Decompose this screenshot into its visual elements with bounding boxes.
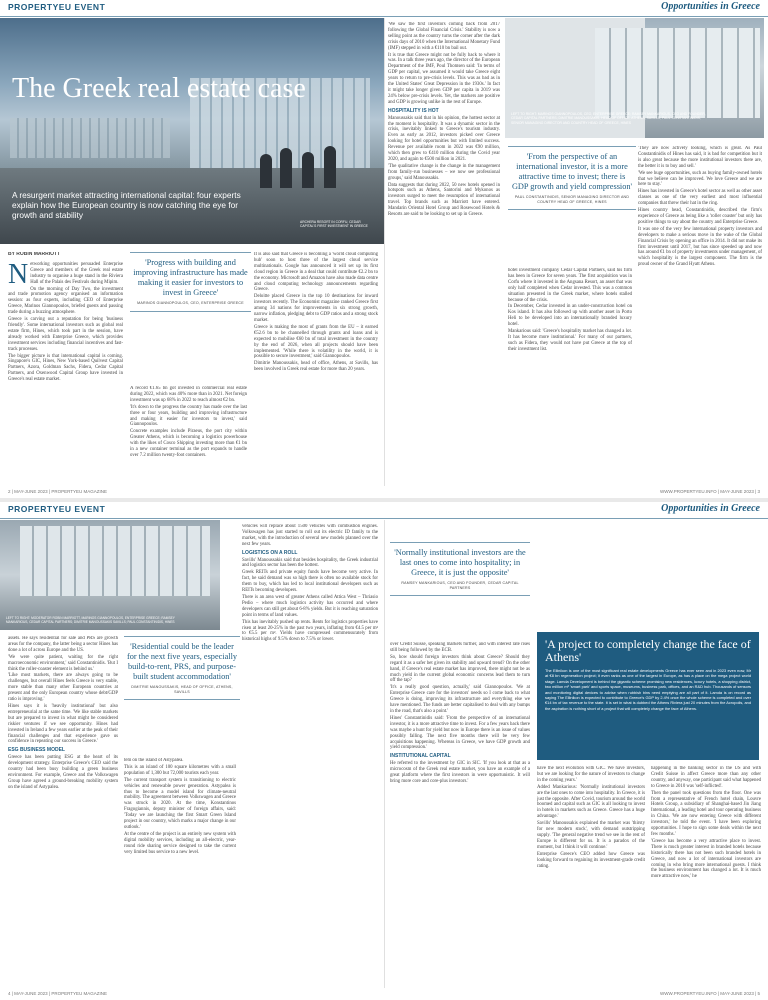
byline: BY ROBIN MARRIOTT bbox=[8, 252, 61, 257]
feature-box-title: 'A project to completely change the face of Athens' bbox=[545, 637, 751, 664]
section-label-2: PROPERTYEU EVENT bbox=[8, 504, 106, 514]
page-gutter bbox=[384, 18, 385, 486]
footer-left-2: 4 | MAY-JUNE 2023 | PROPERTYEU MAGAZINE bbox=[8, 991, 108, 996]
subheading-logistics: LOGISTICS ON A ROLL bbox=[242, 549, 298, 556]
pull-quote-1: 'Progress with building and improving infrastructure has made making it easier for investors to invest in Greece' MARINOS GIANNOPOULOS, CEO, ENTERPRISE GREECE bbox=[130, 252, 251, 312]
page-gutter-2 bbox=[384, 520, 385, 988]
pull-quote-4: 'Normally institutional investors are the last ones to come into hospitality; in Greece, it is just the opposite' RAMSEY MANKARIOUS, CEO AND FOUNDER, CEDAR CAPITAL PARTNERS bbox=[390, 542, 530, 596]
article2-column-1: assets. He says residential for sale and PRS are growth areas for the company, the latter being a sector Hines has done a lot of across Europe and the US. 'We were quite patient, waiting for the right macroeconomic environment,' said Constantinidis. 'But I think the roller-coaster element is behind us.' 'Like most markets, there are always going to be challenges, but overall Hines feels Greece is very stable, more stable than many other European countries at present and the only European country whose debt/GDP ratio is improving.' Hines says it is 'heavily institutional' but also entrepreneurial at the same time. 'We like stable markets but are prepared to invest in what might be considered riskier ventures if we see opportunity. Hines had invested in Ireland a few years earlier at the peak of their financial challenges and that experience gave us confidence in repeating our success in Greece.' ESG BUSINESS MODEL Greece has been putting ESG at the heart of its development strategy. Enterprise Greece's CEO said the country had been busy building a green business environment. For example, Greece and the Volkswagen Group have agreed a ground-breaking mobility system on the island of Astypalea. bbox=[8, 636, 118, 790]
panel-photo-2-caption: LEFT TO RIGHT: MODERATOR ROBIN MARRIOTT, MARINOS GIANNOPOULOS, ENTERPRISE GREECE; RAMSEY MANKARIOUS, CEDAR CAPITAL PARTNERS; DIMITRIE MANOUSSAKIS SAVILLS; PAUL CONSTANTINIDIS, HINES bbox=[6, 616, 175, 624]
header-title-2: Opportunities in Greece bbox=[661, 503, 760, 514]
panel-photo-caption: LEFT TO RIGHT: MARINOS GIANNOPOULOS, CEO, ENTERPRISE GREECE; RAMSEY MANKARIOUS, CEO AND FOUNDER, CEDAR CAPITAL PARTNERS; DIMITRIE MANOUSSAKIS, HEAD OF OFFICE, ATHENS, SAVILLS; PAUL CONSTANTINIDIS, SENIOR MANAGING DIRECTOR AND COUNTRY HEAD OF GREECE, HINES bbox=[511, 112, 706, 125]
panel-photo-2 bbox=[0, 520, 220, 630]
article2-column-6: happening in the banking sector in the US and with Credit Suisse in affect Greece more than any other country, and anyway, one participant said what happened to Greece in 2010 was 'self-inflicted'. Then the panel took questions from the floor. One was from a representative of French hotel chain, Louvre Hotels Group, a subsidiary of Shanghai-based Jin Jiang International, a leading hotel and tour operating business in China. 'We are now entering Greece with different investors,' he told the event. 'I have been exploring opportunities. I hope to sign some deals within the next few months.' 'Greece has become a very attractive place to invest. There is much greater interest in branded hotels because historically there has not been such branded hotels in Greece, and now a lot of international investors are coming in who bring more international guests. I think the business environment has changed a lot. It is much more attractive now,' he bbox=[651, 766, 761, 880]
article2-column-4: over Credit Suisse, speaking markets further, and with interest rate rises still being followed by the ECB. So, how should foreign investors think about Greece? Should they regard it as a safer bet given its stability and upward trend? On the other hand, if Greece's real estate market has improved, there might not be as much yield in the current global economic concerns lead them to turn off the tap? 'It's a really good question, actually,' said Giannopoulos. 'We at Enterprise Greece care for the investors' needs so I come back to what Greece is doing, improving its infrastructure and everything else we have mentioned. The funds are better capitalised to deal with any bumps in the road, that's also a point.' Hines' Constantinidis said: 'From the perspective of an international investor, it is a more attractive time to invest. For a few years back there was maybe a hunt for yield but now in Europe there is an issue of values possibly falling. The next five months there will be very few acquisitions happening. Whereas in Greece, we have GDP growth and yield compression.' INSTITUTIONAL CAPITAL He referred to the investment by GIC in SIC. 'If you look at that as a microcosm of the Greek real estate market, you have an example of a great platform where the first investors in were opportunistic. It will bring more core and core-plus investors.' bbox=[390, 642, 530, 784]
section-label: PROPERTYEU EVENT bbox=[8, 2, 106, 12]
subheading-institutional: INSTITUTIONAL CAPITAL bbox=[390, 753, 451, 760]
pull-quote-3: 'Residential could be the leader for the next five years, especially build-to-rent, PRS, and purpose-built student accommodation' DIMITRIE MANOUSSAKIS, HEAD OF OFFICE, ATHENS, SAVILLS bbox=[124, 636, 240, 700]
article-column-6: 'They are now actively looking, which is great. As Paul Constantinidis of Hines has said, it is bad for competition but it is also great because the more institutional investors there are, the better it is to buy and sell.' 'We see huge opportunities, such as buying family-owned hotels that we believe can be improved. We love Greece and we are here to stay.' Hines has invested in Greece's hotel sector as well as other asset classes as one of the very earliest and most influential companies that threw their hat in the ring. Hines country head, Constantinidis, described the firm's experience of Greece as being like a 'roller coaster' but only has positive things to say about the country and Enterprise Greece. It was one of the very few international property investors and developers to make a serious move in the wake of the Global Financial Crisis by opening an office in 2014. It did not make its first investment until 2017, but has since speeded up and now has around €1 bn of property investments under management, of which hospitality is the largest component. The firm is the proud owner of the Grand Hyatt Athens. bbox=[638, 146, 762, 268]
pull-quote-2: 'From the perspective of an international investor, it is a more attractive time to invest; there is GDP growth and yield compression' PAUL CONSTANTINIDIS, SENIOR MANAGING DIRECTOR AND COUNTRY HEAD OF GREECE, HINES bbox=[508, 146, 636, 210]
article2-column-5: have the next evolution with GIC. We have investors, but we are looking for the nature of investors to change in the coming years.' Added Mankarious: 'Normally institutional investors are the last ones to come into hospitality. In Greece, it is just the opposite. After Covid, tourism around the world boomed and capital such as GIC is all looking to invest in hotels in markets such as Greece. Greece has a huge advantage.' Savills' Manoussakis explained the market was 'thirsty for new modern stock', with demand outstripping supply. 'The general negative trend we see in the rest of Europe is different for us. It is a paradox of the moment, but I think it will continue.' Enterprise Greece's CEO added how Greece was looking forward to regaining its investment-grade credit rating. bbox=[537, 766, 645, 869]
footer-right-2: WWW.PROPERTYEU.INFO | MAY-JUNE 2023 | 5 bbox=[659, 991, 760, 996]
spread-2 bbox=[0, 502, 768, 1000]
footer-left: 2 | MAY-JUNE 2023 | PROPERTYEU MAGAZINE bbox=[8, 489, 108, 494]
hero-image bbox=[0, 18, 384, 244]
ellinikon-feature-box bbox=[537, 632, 759, 760]
subheading-hospitality: HOSPITALITY IS HOT bbox=[388, 107, 439, 114]
article-strapline: A resurgent market attracting international capital: four experts explain how the European country is now catching the eye for growth and stability bbox=[12, 190, 241, 220]
footer-right: WWW.PROPERTYEU.INFO | MAY-JUNE 2023 | 3 bbox=[659, 489, 760, 494]
article2-column-2: tem on the island of Astypalea. This is an island of 100 square kilometres with a small population of 1,300 but 72,000 tourists each year. The current transport system is transitioning to electric vehicles and renewable power generation. Astypalea is thus to become a model island for climate-neutral mobility. The agreement between Volkswagen and Greece was struck in 2020. At the time, Konstantinos Fragogiannis, deputy minister of foreign affairs, said: 'Today we are launching the first Smart Green Island project in our country, which marks a major change in our outlook.' At the centre of the project is an entirely new system with digital mobility services, including an all-electric, year-round ride sharing service designed to take the current very limited bus service to a new level. bbox=[124, 758, 236, 855]
article-column-2: A record €1.65 bn got invested in commercial real estate during 2022, which was 40% more than in 2021. Net foreign investment was up 68% in 2022 to reach almost €2 bn. 'It's down to the progress the country has made over the last three or four years, building and improving infrastructure and making it easier for investors to invest,' said Giannopoulos. Concrete examples include Piraeus, the port city within Greater Athens, which is becoming a logistics powerhouse with the likes of Cosco Shipping investing more than €1 bn in a new container terminal as the port expands to handle over 7.2 million twenty-foot containers. bbox=[130, 386, 247, 458]
spread-1 bbox=[0, 0, 768, 498]
article2-column-3: vehicles will replace about 1500 vehicles with combustion engines. Volkswagen has just started to roll out its electric ID family to the market, with the introduction of several new models planned over the next few years. LOGISTICS ON A ROLL Savills' Manoussakis said that besides hospitality, the Greek industrial and logistics sector has been the hottest. Greek REITs and private equity funds have become very active. In fact, he said demand was so high there is often no available stock for them to buy, which has led to local institutional developers such as REITs becoming developers. There is an area west of greater Athens called Attica West – Thriasio Pedio – where much logistics activity has occurred and where developers can still get about 6-8% yields. But it is reaching saturation point in terms of land values. This has inevitably pushed up rents. Rents for logistics properties have risen at least 20-25% in the past two years, inflating from €4.5 per m² to €5.5 per m². Yields have compressed commensurately from historical highs of 9.5% down to 7.5% or lower. bbox=[242, 524, 378, 643]
subheading-esg: ESG BUSINESS MODEL bbox=[8, 747, 65, 754]
hero-caption: ARCHERA RESORT IN CORFU, CEDAR CAPITAL'S FIRST INVESTMENT IN GREECE bbox=[300, 220, 368, 228]
panel-photo bbox=[505, 18, 764, 138]
article-column-5: hotel investment company Cedar Capital Partners, said his firm has been in Greece for seven years. The first acquisition was in Corfu where it invested in the Angsana Resort, an asset that was only half completed when Cedar invested. This was a common situation presented in the Greek market, where hotels stalled because of the crisis. In December, Cedar invested in an under-construction hotel on Kos island. It has also followed up with another asset in Porto Heli to be developed into an internationally branded luxury hotel. Mankarious said: 'Greece's hospitality market has changed a lot. It has become more institutional.' For many of our partners, such as Fidera, they would not have put Greece at the top of their investment list. bbox=[508, 268, 632, 352]
article-column-3: It is also said that Greece is becoming a 'world cloud computing hub' soon to host three of the largest cloud service multinationals. Google has announced it will set up its first cloud region in Greece in a deal that could contribute €2.2 bn to the economy. Microsoft and Amazon have also made data centre and cloud computing technology announcements regarding Greece. Deloitte placed Greece in the top 10 destinations for inward investors recently. The Economist magazine ranked Greece first among 34 nations for improvements in six strong growth, narrow inflation, pledging debt to GDP ratios and a strong stock market. Greece is making the most of grants from the EU – it earned €52.6 bn to be channelled through grants and loans and is expected to mobilise €60 bn of total investment in the country by the end of 2026, when all projects should have been implemented. 'While there is volatility in the world, it is possible to secure investment,' said Giannopoulos. Dimitrie Manoussakis, head of office, Athens, at Savills, has been involved in Greek real estate for more than 20 years. bbox=[254, 252, 378, 373]
page-header-2 bbox=[0, 502, 768, 519]
page-header bbox=[0, 0, 768, 17]
header-title: Opportunities in Greece bbox=[661, 1, 760, 12]
feature-box-body: The Ellinikon is one of the most significant real estate developments Greece has ever seen and in 2023 even now, Mr at €8 bn regeneration project; it even ranks as one of the largest in Europe, as has a place on the mega project world stage. Lamda Development is behind the gigantic scheme promising new residences, luxury hotels, a shopping district, two million m² 'smart park' and sports space, museums, business park, offices, and an R&D hub. Thousands of sensors and monitoring digital devices to advise when rubbish bins need emptying are all part of it. Lamda is on record as saying The Ellinikon is expected to contribute to Greece's GDP by 2.4% once the whole scheme is completed and over €14 bn of tax revenue to the state. It is set in what is dubbed the Athens Riviera just 20 minutes from the Acropolis, and the aspiration is nothing short of a project that will completely change the face of Athens. bbox=[545, 668, 751, 711]
article-headline: The Greek real estate case bbox=[12, 73, 306, 104]
article-column-1: BY ROBIN MARRIOTT Networking opportunities persuaded Enterprise Greece and members of the Greek real estate industry to organise a huge stand in the Riviera Hall of the Palais des Festivals during Mipim. On the morning of Day Two, the investment and trade promotion agency organised an information session: as four experts, including CEO of Enterprise Greece, Marinos Giannopoulos, briefed guests and passing trade during a buzzing atmosphere. Greece is carving out a reputation for being 'business friendly'. Some international investors such as global real estate firm, Hines, which took part in the session, have already worked with Enterprise Greece, which provides investment services including financial incentives and fast-track processes. The bigger picture is that international capital is coming. Singapore's GIC, Hines, New York-based Quilvest Capital Partners, Azora, Goldman Sachs, Fidera, Cedar Capital Partners, and Oxenwood Capital Group have invested in Greece's real estate market. bbox=[8, 252, 123, 383]
article-column-4: 'We saw the first investors coming back from 2017 following the Global Financial Crisis.' Stability is now a selling point as the country turns the corner after the dark crisis days of 2010 when the International Monetary Fund (IMF) stepped in with a €110 bn bail out. It is true that Greece might not be fully back to where it was. In a talk three years ago, the director of the European Department of the IMF, Poul Thomsen said: 'In terms of GDP per capital, we assumed it would take Greece eight years to return to pre-crisis levels. This was as bad as in the United States' Great Depression in the 1930s.' In fact it might take longer given GDP per capita in 2019 was 24% below pre-crisis levels. Yet, the markers are positive and GDP is growing unlike in the rest of Europe. HOSPITALITY IS HOT Manoussakis said that in his opinion, the hottest sector at the moment is hospitality. It was a dynamic sector in the crisis, inevitably linked to Greece's tourism industry. Even as early as 2012, investors picked over Greece looking for hotel opportunities but with limited success. Revenue per available room in 2022 was €90 million, which then grew to €410 million during the Covid year 2020, and again to €500 million in 2021. 'The qualitative change is the change in the management from family-run businesses – we now see professional groups,' said Manoussakis. Data suggests that during 2022, 50 new hotels opened in hotspots such as Athens, Santorini and Mykonos as investors surged to meet the resumption of international travel. Top brands such as Marriott have entered. Mandarin Oriental Hotel Group and Rosewood Hotels & Resorts are said to be looking to set up in Greece. bbox=[388, 22, 500, 218]
